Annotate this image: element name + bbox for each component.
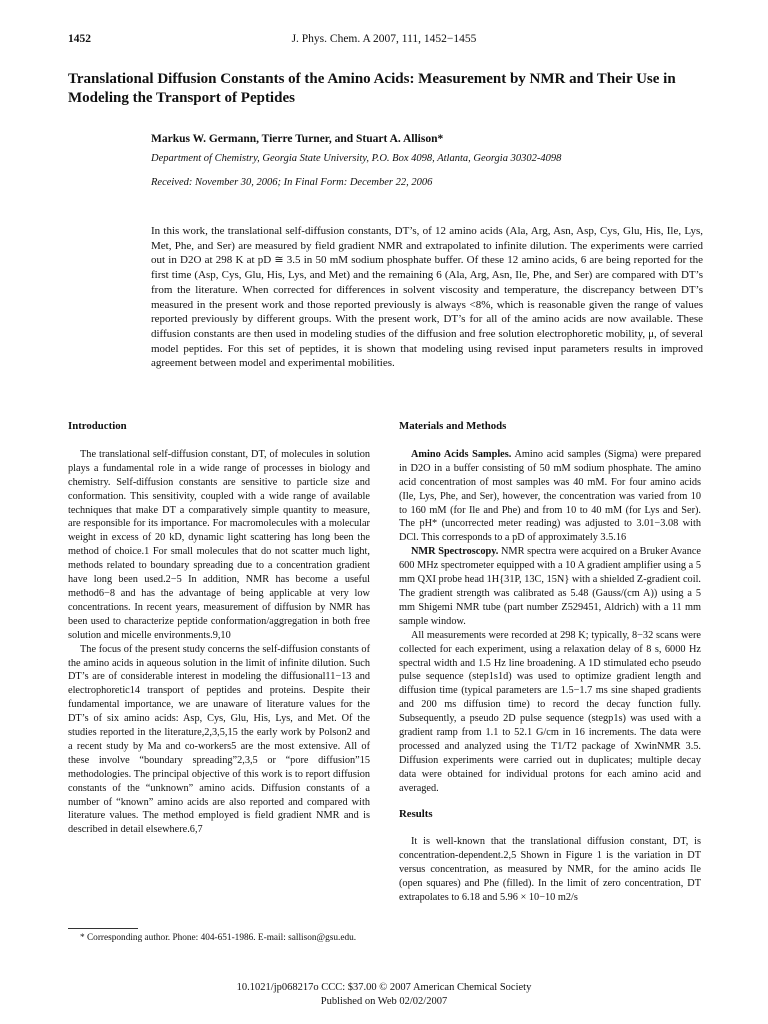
- measurements-paragraph: All measurements were recorded at 298 K; typically, 8−32 scans were collected for each experiment, using a relaxation delay of 8 s, 6000 Hz spectral width and 1.5 Hz line broadening. A 1D stimulated echo pseudo pulse sequence (step1s1d) was used to optimize gradient length and diffusion time (typical parameters are 1.5−1.7 ms sine shaped gradients and 200 ms diffusion time) to record the decay function fully. Subsequently, a pseudo 2D pulse sequence (stegp1s) was used with a gradient ramp from 1.1 to 52.1 G/cm in 16 increments. The data were processed and analyzed using the T1/T2 package of XwinNMR 3.5. Diffusion experiments were carried out in duplicates; multiple decay data were obtained for individual protons for each amino acid and averaged.: [399, 629, 701, 794]
- left-column: [68, 420, 370, 837]
- abstract: In this work, the translational self-diffusion constants, DT’s, of 12 amino acids (Ala, Arg, Asn, Asp, Cys, Glu, His, Ile, Lys, Met, Phe, and Ser) are measured by field gradient NMR and extrapolated to infinite dilution. The experiments were carried out in D2O at 298 K at pD ≅ 3.5 in 50 mM sodium phosphate buffer. Of these 12 amino acids, 6 are being reported for the first time (Asp, Cys, Glu, His, Lys, and Met) and the remaining 6 (Ala, Arg, Asn, Ile, Phe, and Ser) are compared with DT’s from the literature. When corrected for differences in solvent viscosity and temperature, the discrepancy between DT’s measured in the present work and those reported previously is always <8%, which is reasonable given the range of values reported previously by different groups. With the present work, DT’s for all of the amino acids are now available. These diffusion constants are then used in modeling studies of the diffusion and free solution electrophoretic mobility, μ, of several model peptides. For this set of peptides, it is shown that modeling using revised input parameters results in improved agreement between model and experimental mobilities.: [151, 225, 703, 370]
- article-title: Translational Diffusion Constants of the Amino Acids: Measurement by NMR and Their Use in Modeling the Transport of Peptides: [68, 71, 676, 106]
- footnote-rule: [68, 928, 138, 929]
- results-heading: Results: [399, 807, 433, 820]
- received-dates: Received: November 30, 2006; In Final Form: December 22, 2006: [151, 177, 433, 188]
- corresponding-author-footnote: * Corresponding author. Phone: 404-651-1986. E-mail: sallison@gsu.edu.: [80, 933, 357, 943]
- affiliation: Department of Chemistry, Georgia State University, P.O. Box 4098, Atlanta, Georgia 30302-4098: [151, 153, 562, 164]
- running-header: [68, 33, 700, 49]
- publication-date: Published on Web 02/02/2007: [320, 996, 448, 1007]
- doi-copyright-line: 10.1021/jp068217o CCC: $37.00 © 2007 American Chemical Society: [236, 982, 532, 993]
- samples-subheading: Amino Acids Samples.: [411, 448, 512, 460]
- nmr-paragraph: [399, 545, 701, 628]
- page-number: 1452: [68, 33, 91, 45]
- introduction-paragraph-1: The translational self-diffusion constant, DT, of molecules in solution plays a fundamental role in a wide range of processes in biology and chemistry. Self-diffusion constants are sensitive to particle size and conformation. This sensitivity, coupled with a wide range of available techniques that make DT a comparatively simple quantity to measure, are responsible for its importance. For macromolecules with a molecular weight in excess of 20 kD, dynamic light scattering has long been the method of choice.1 For small molecules that do not scatter much light, methods related to boundary spreading due to a concentration gradient have long been used.2−5 In addition, NMR has become a useful method6−8 and has the advantage of being applicable at very low concentrations. In recent years, measurement of diffusion by NMR has been used to characterize peptide conformation/aggregation in both free solution and micelle environments.9,10: [68, 448, 370, 641]
- author-list: Markus W. Germann, Tierre Turner, and Stuart A. Allison*: [151, 133, 444, 145]
- methods-heading: Materials and Methods: [399, 420, 507, 432]
- results-paragraph-1: It is well-known that the translational diffusion constant, DT, is concentration-dependent.2,5 Shown in Figure 1 is the variation in DT versus concentration, as measured by NMR, for the amino acids Ile (open squares) and Phe (filled). In the limit of zero concentration, DT extrapolates to 6.18 and 5.96 × 10−10 m2/s: [399, 836, 701, 904]
- nmr-text: NMR spectra were acquired on a Bruker Avance 600 MHz spectrometer equipped with a 10 A gradient amplifier using a 5 mm QXI probe head 1H{31P, 13C, 15N} with a shielded Z-gradient coil. The gradient strength was calibrated as 5.48 (Gauss/(cm A)) using a 5 mm Shigemi NMR tube (part number Z529451, Aldrich) with a 11 mm sample window.: [399, 546, 701, 627]
- introduction-heading: Introduction: [68, 420, 127, 432]
- nmr-subheading: NMR Spectroscopy.: [411, 546, 499, 558]
- journal-citation: J. Phys. Chem. A 2007, 111, 1452−1455: [291, 33, 477, 45]
- right-column: [399, 420, 701, 905]
- samples-text: Amino acid samples (Sigma) were prepared in D2O in a buffer consisting of 50 mM sodium phosphate. The amino acid concentration of most samples was 40 mM. For four amino acids (Ile, Lys, Phe, and Ser), however, the concentration was varied from 10 to 160 mM (for Ile and Phe) and from 10 to 40 mM (for Lys and Ser). The pH* (uncorrected meter reading) was adjusted to 3.01−3.08 with DCl. This corresponds to a pD of approximately 3.5.16: [399, 448, 701, 544]
- introduction-paragraph-2: The focus of the present study concerns the self-diffusion constants of the amino acids in aqueous solution in the limit of infinite dilution. Such DT’s are of considerable interest in modeling the diffusional11−13 and electrophoretic14 transport of peptides and proteins. Despite their fundamental importance, we are unaware of literature values for the DT’s of six amino acids: Asp, Cys, Glu, His, Lys, and Met. Of the studies reported in the literature,2,3,5,15 the early work by Polson2 and a recent study by Ma and co-workers5 are the most extensive. All of these involve “boundary spreading”2,3,5 or “pore diffusion”15 methodologies. The principal objective of this work is to report diffusion constants of the “unknown” amino acids. Diffusion constants of a number of “known” amino acids are also reported and compared with literature values. The method employed is field gradient NMR and is described in detail elsewhere.6,7: [68, 643, 370, 836]
- samples-paragraph: [399, 448, 701, 545]
